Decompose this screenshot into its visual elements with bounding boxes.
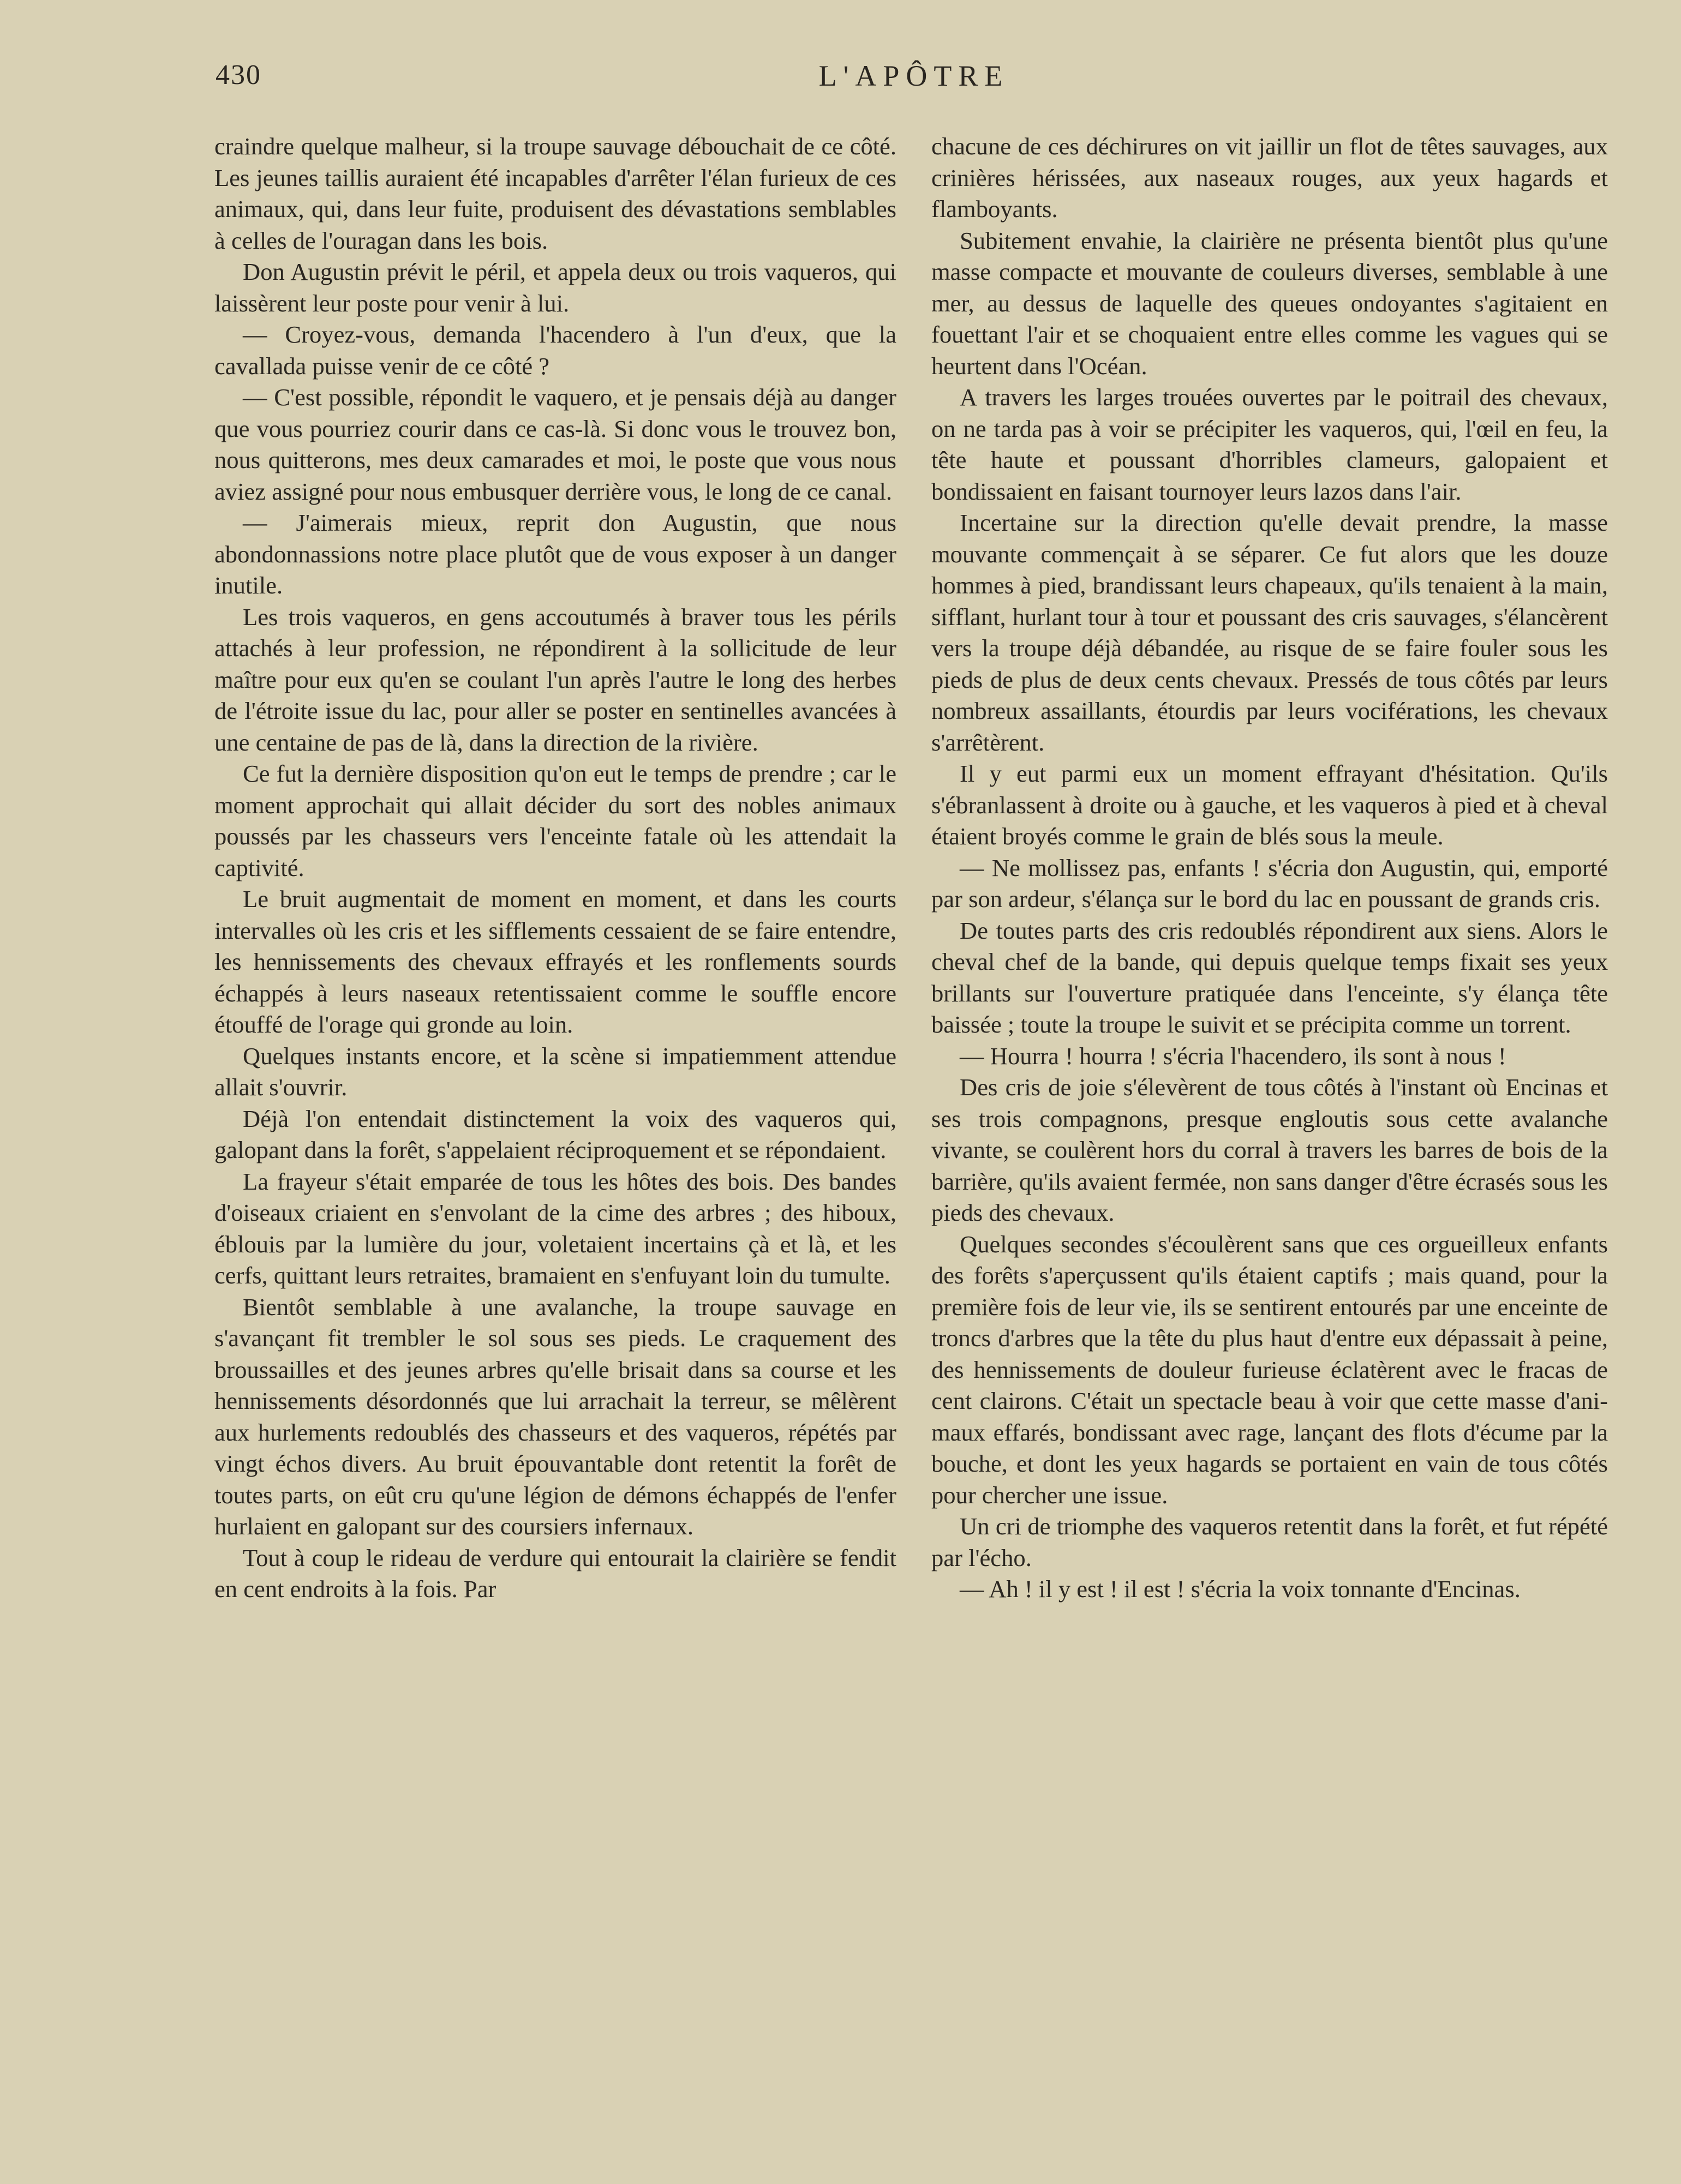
paragraph: Il y eut parmi eux un moment effrayant d'hésitation. Qu'ils s'ébranlassent à droite ou à gauche, et les vaqueros à pied et à cheval étaient broyés comme le grain de blés sous la meule.: [931, 760, 1608, 850]
paragraph: chacune de ces déchirures on vit jaillir un flot de têtes sauvages, aux crinières hérissées, aux naseaux rouges, aux yeux hagards et flamboyants.: [931, 133, 1608, 223]
paragraph: — Ne mollissez pas, enfants ! s'écria don Augustin, qui, emporté par son ardeur, s'élança sur le bord du lac en poussant de grands cris.: [931, 854, 1608, 913]
paragraph: Les trois vaqueros, en gens accoutumés à braver tous les périls attachés à leur profession, ne répondirent à la sollicitude de leur maître pour eux qu'en se coulant l'un après l'autre le long des herbes de l'étroite issue du lac, pour aller se poster en sentinelles avancées à une centaine de pas de là, dans la direction de la rivière.: [214, 603, 896, 756]
paragraph: Tout à coup le rideau de verdure qui entourait la clairière se fendit en cent endroits à la fois. Par: [214, 1544, 896, 1603]
paragraph: Incertaine sur la direction qu'elle devait prendre, la masse mouvante commençait à se séparer. Ce fut alors que les douze hommes à pied, brandissant leurs chapeaux, qu'ils tenaient à la main, sifflant, hurlant tour à tour et poussant des cris sauvages, s'élancèrent vers la troupe déjà débandée, au risque de se faire fouler sous les pieds de plus de deux cents chevaux. Pressés de tous côtés par leurs nombreux assaillants, étourdis par leurs vociférations, les chevaux s'arrêtèrent.: [931, 509, 1608, 756]
paragraph: — Hourra ! hourra ! s'écria l'hacendero, ils sont à nous !: [960, 1042, 1506, 1070]
paragraph: La frayeur s'était emparée de tous les hôtes des bois. Des bandes d'oiseaux criaient en s'envolant de la cime des arbres ; des hiboux, éblouis par la lumière du jour, voletaient incertains çà et là, et les cerfs, quittant leurs retraites, bramaient en s'enfuyant loin du tumulte.: [214, 1167, 896, 1289]
paragraph: — Ah ! il y est ! il est ! s'écria la voix tonnante d'Encinas.: [960, 1575, 1521, 1603]
running-title: L'APÔTRE: [818, 59, 1009, 92]
right-column: [931, 131, 1608, 1605]
paragraph: Bientôt semblable à une avalanche, la troupe sauvage en s'avançant fit trembler le sol sous ses pieds. Le craquement des broussailles et des jeunes arbres qu'elle brisait dans sa course et les hennissements désordonnés que lui arrachait la terreur, se mêlèrent aux hurlements redoublés des chasseurs et des vaqueros, répétés par vingt échos divers. Au bruit épouvantable dont retentit la forêt de toutes parts, on eût cru qu'une légion de démons échappés de l'enfer hurlaient en galopant sur des coursiers infernaux.: [214, 1293, 896, 1540]
paragraph: Don Augustin prévit le péril, et appela deux ou trois vaqueros, qui laissèrent leur poste pour venir à lui.: [214, 258, 896, 317]
paragraph: — J'aimerais mieux, reprit don Augustin, que nous abondonnassions notre place plutôt que de vous exposer à un danger inutile.: [214, 509, 896, 599]
paragraph: Quelques secondes s'écoulèrent sans que ces orgueilleux enfants des forêts s'aperçussent qu'ils étaient captifs ; mais quand, pour la première fois de leur vie, ils se sentirent entourés par une enceinte de troncs d'arbres que la tête du plus haut d'entre eux dépassait à peine, des hennissements de douleur furieuse éclatèrent avec le fracas de cent clairons. C'était un spectacle beau à voir que cette masse d'animaux effarés, bondissant avec rage, lançant des flots d'écume par la bouche, et dont les yeux hagards se portaient en vain de tous côtés pour chercher une issue.: [931, 1230, 1608, 1509]
paragraph: — C'est possible, répondit le vaquero, et je pensais déjà au danger que vous pourriez courir dans ce cas-là. Si donc vous le trouvez bon, nous quitterons, mes deux camarades et moi, le poste que vous nous aviez assigné pour nous embusquer derrière vous, le long de ce canal.: [214, 383, 896, 505]
page-number: 430: [216, 59, 261, 91]
paragraph: craindre quelque malheur, si la troupe sauvage débouchait de ce côté. Les jeunes taillis auraient été incapables d'arrêter l'élan furieux de ces animaux, qui, dans leur fuite, produisent des dévastations semblables à celles de l'ouragan dans les bois.: [214, 133, 896, 254]
paragraph: Ce fut la dernière disposition qu'on eut le temps de prendre ; car le moment approchait qui allait décider du sort des nobles animaux poussés par les chasseurs vers l'enceinte fatale où les attendait la captivité.: [214, 760, 896, 881]
paragraph: Subitement envahie, la clairière ne présenta bientôt plus qu'une masse compacte et mouvante de couleurs diverses, semblable à une mer, au dessus de laquelle des queues ondoyantes s'agitaient en fouettant l'air et se choquaient entre elles comme les vagues qui se heurtent dans l'Océan.: [931, 226, 1608, 380]
page-header: [216, 59, 1612, 103]
paragraph: De toutes parts des cris redoublés répondirent aux siens. Alors le cheval chef de la bande, qui depuis quelque temps fixait ses yeux brillants sur l'ouverture pratiquée dans l'enceinte, s'y élança tête baissée ; toute la troupe le suivit et se précipita comme un torrent.: [931, 916, 1608, 1038]
paragraph: Déjà l'on entendait distinctement la voix des vaqueros qui, galopant dans la forêt, s'appelaient réciproquement et se répondaient.: [214, 1105, 896, 1163]
paragraph: Quelques instants encore, et la scène si impatiemment attendue allait s'ouvrir.: [214, 1042, 896, 1101]
paragraph: Le bruit augmentait de moment en moment, et dans les courts intervalles où les cris et les sifflements cessaient de se faire entendre, les hennissements des chevaux effrayés et les ronflements sourds échappés à leurs naseaux retentissaient comme le souffle encore étouffé de l'orage qui gronde au loin.: [214, 885, 896, 1038]
paragraph: — Croyez-vous, demanda l'hacendero à l'un d'eux, que la cavallada puisse venir de ce côté ?: [214, 321, 896, 380]
paragraph: Un cri de triomphe des vaqueros retentit dans la forêt, et fut répété par l'écho.: [931, 1513, 1608, 1571]
paragraph: A travers les larges trouées ouvertes par le poitrail des chevaux, on ne tarda pas à voir se précipiter les vaqueros, qui, l'œil en feu, la tête haute et poussant d'horribles clameurs, galopaient et bondissaient en faisant tournoyer leurs lazos dans l'air.: [931, 383, 1608, 505]
paragraph: Des cris de joie s'élevèrent de tous côtés à l'instant où Encinas et ses trois compagnons, presque engloutis sous cette avalanche vivante, se coulèrent hors du corral à travers les barres de bois de la barrière, qu'ils avaient fermée, non sans danger d'être écrasés sous les pieds des chevaux.: [931, 1073, 1608, 1226]
left-column: [214, 131, 896, 1605]
